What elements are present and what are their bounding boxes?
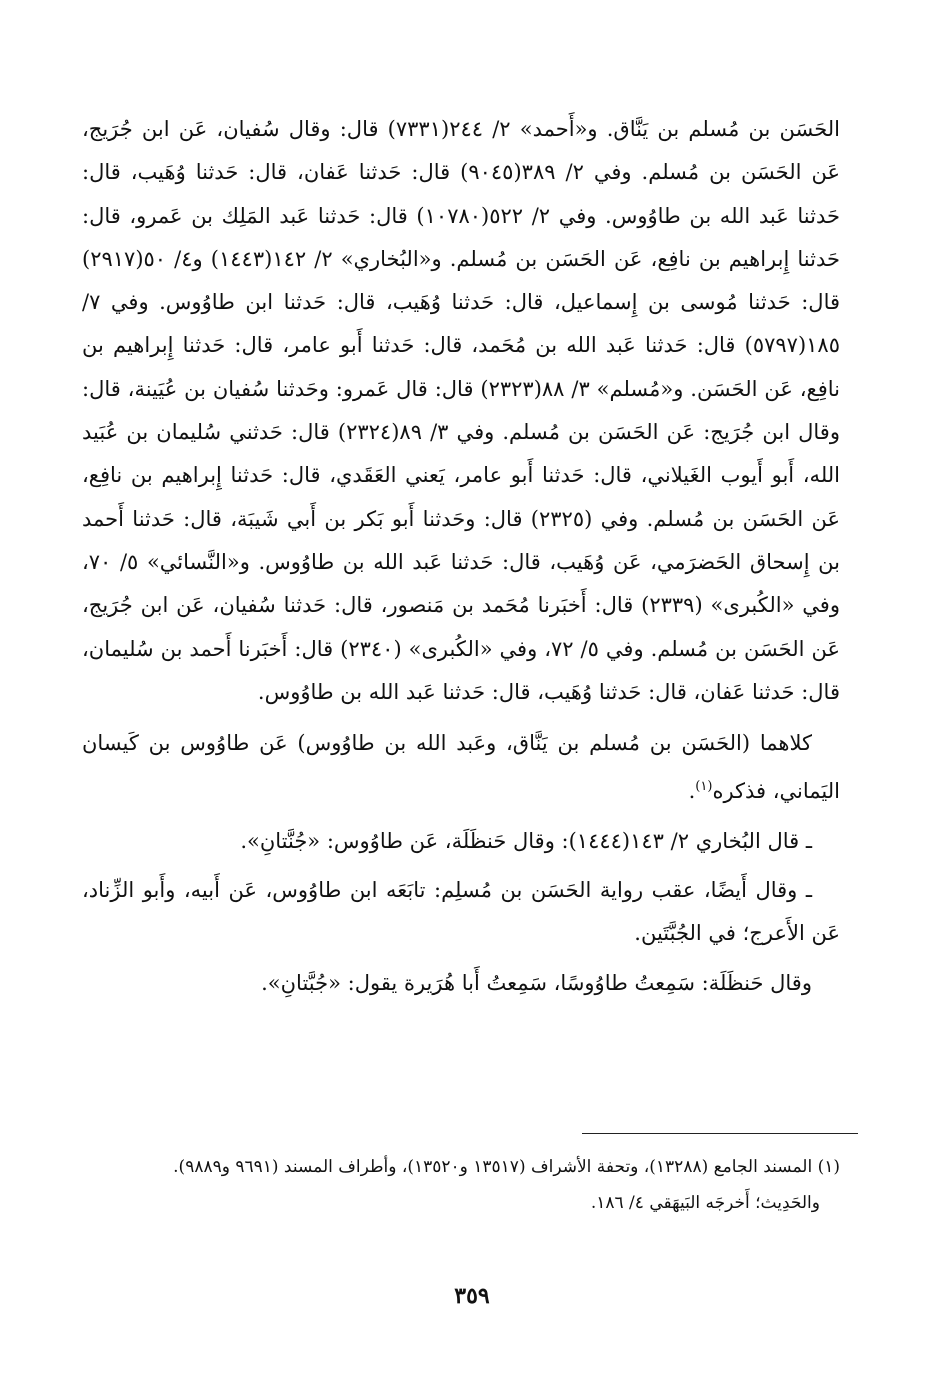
footnote-ref-1: (١): [695, 779, 713, 795]
paragraph-bukhari-note-2: ـ وقال أَيضًا، عقب رواية الحَسَن بن مُسلِم: تابَعَه ابن طاوُوس، عَن أَبيه، وأَبو الزِّناد، عَن الأَعرج؛ في الجُبَّتَين.: [82, 878, 840, 946]
paragraph-summary: كلاهما (الحَسَن بن مُسلم بن يَنَّاق، وعَبد الله بن طاوُوس) عَن طاوُوس بن كَيسان اليَماني، فذكره$^{(١)}$.: [82, 731, 840, 804]
footnote-separator: [582, 1133, 858, 1134]
paragraph-takhrij: الحَسَن بن مُسلم بن يَنَّاق. و«أَحمد» ٢/ ٢٤٤(٧٣٣١) قال: وقال سُفيان، عَن ابن جُرَيج، عَن الحَسَن بن مُسلم. وفي ٢/ ٣٨٩(٩٠٤٥) قال: حَدثنا عَفان، قال: حَدثنا وُهَيب، قال: حَدثنا عَبد الله بن طاوُوس. وفي ٢/ ٥٢٢(١٠٧٨٠) قال: حَدثنا عَبد المَلِك بن عَمرو، قال: حَدثنا إِبراهيم بن نافِع، عَن الحَسَن بن مُسلم. و«البُخاري» ٢/ ١٤٢(١٤٤٣) و٤/ ٥٠(٢٩١٧) قال: حَدثنا مُوسى بن إِسماعيل، قال: حَدثنا وُهَيب، قال: حَدثنا ابن طاوُوس. وفي ٧/ ١٨٥(٥٧٩٧) قال: حَدثنا عَبد الله بن مُحَمد، قال: حَدثنا أَبو عامر، قال: حَدثنا إِبراهيم بن نافِع، عَن الحَسَن. و«مُسلم» ٣/ ٨٨(٢٣٢٣) قال: قال عَمرو: وحَدثنا سُفيان بن عُيَينة، قال: وقال ابن جُرَيج: عَن الحَسَن بن مُسلم. وفي ٣/ ٨٩(٢٣٢٤) قال: حَدثني سُليمان بن عُبَيد الله، أَبو أَيوب الغَيلاني، قال: حَدثنا أَبو عامر، يَعني العَقَدي، قال: حَدثنا إِبراهيم بن نافِع، عَن الحَسَن بن مُسلم. وفي (٢٣٢٥) قال: وحَدثنا أَبو بَكر بن أَبي شَيبَة، قال: حَدثنا أَحمد بن إِسحاق الحَضرَمي، عَن وُهَيب، قال: حَدثنا عَبد الله بن طاوُوس. و«النَّسائي» ٥/ ٧٠، وفي «الكُبرى» (٢٣٣٩) قال: أَخبَرنا مُحَمد بن مَنصور، قال: حَدثنا سُفيان، عَن ابن جُرَيج، عَن الحَسَن بن مُسلم. وفي ٥/ ٧٢، وفي «الكُبرى» (٢٣٤٠) قال: أَخبَرنا أَحمد بن سُليمان، قال: حَدثنا عَفان، قال: حَدثنا وُهَيب، قال: حَدثنا عَبد الله بن طاوُوس.: [82, 117, 841, 704]
footnote-2: والحَدِيث؛ أَخرجَه البَيهَقي ٤/ ١٨٦.: [590, 1193, 820, 1213]
paragraph-hanzala: وقال حَنظَلَة: سَمِعتُ طاوُوسًا، سَمِعتُ أَبا هُرَيرة يقول: «جُبَّتانِ».: [261, 970, 812, 995]
main-text: [82, 108, 840, 1005]
paragraph-bukhari-note: ـ قال البُخاري ٢/ ١٤٣(١٤٤٤): وقال حَنظَلَة، عَن طاوُوس: «جُنَّتانِ».: [240, 828, 812, 853]
page-number: ٣٥٩: [454, 1283, 490, 1309]
footnote-1: (١) المسند الجامع (١٣٢٨٨)، وتحفة الأشراف (١٣٥١٧ و١٣٥٢٠)، وأطراف المسند (٩٦٩١ و٩٨٨٩).: [173, 1157, 840, 1177]
paragraph-summary-text: كلاهما (الحَسَن بن مُسلم بن يَنَّاق، وعَبد الله بن طاوُوس) عَن طاوُوس بن كَيسان اليَماني، فذكره: [82, 731, 840, 804]
footnotes: [82, 1150, 840, 1220]
